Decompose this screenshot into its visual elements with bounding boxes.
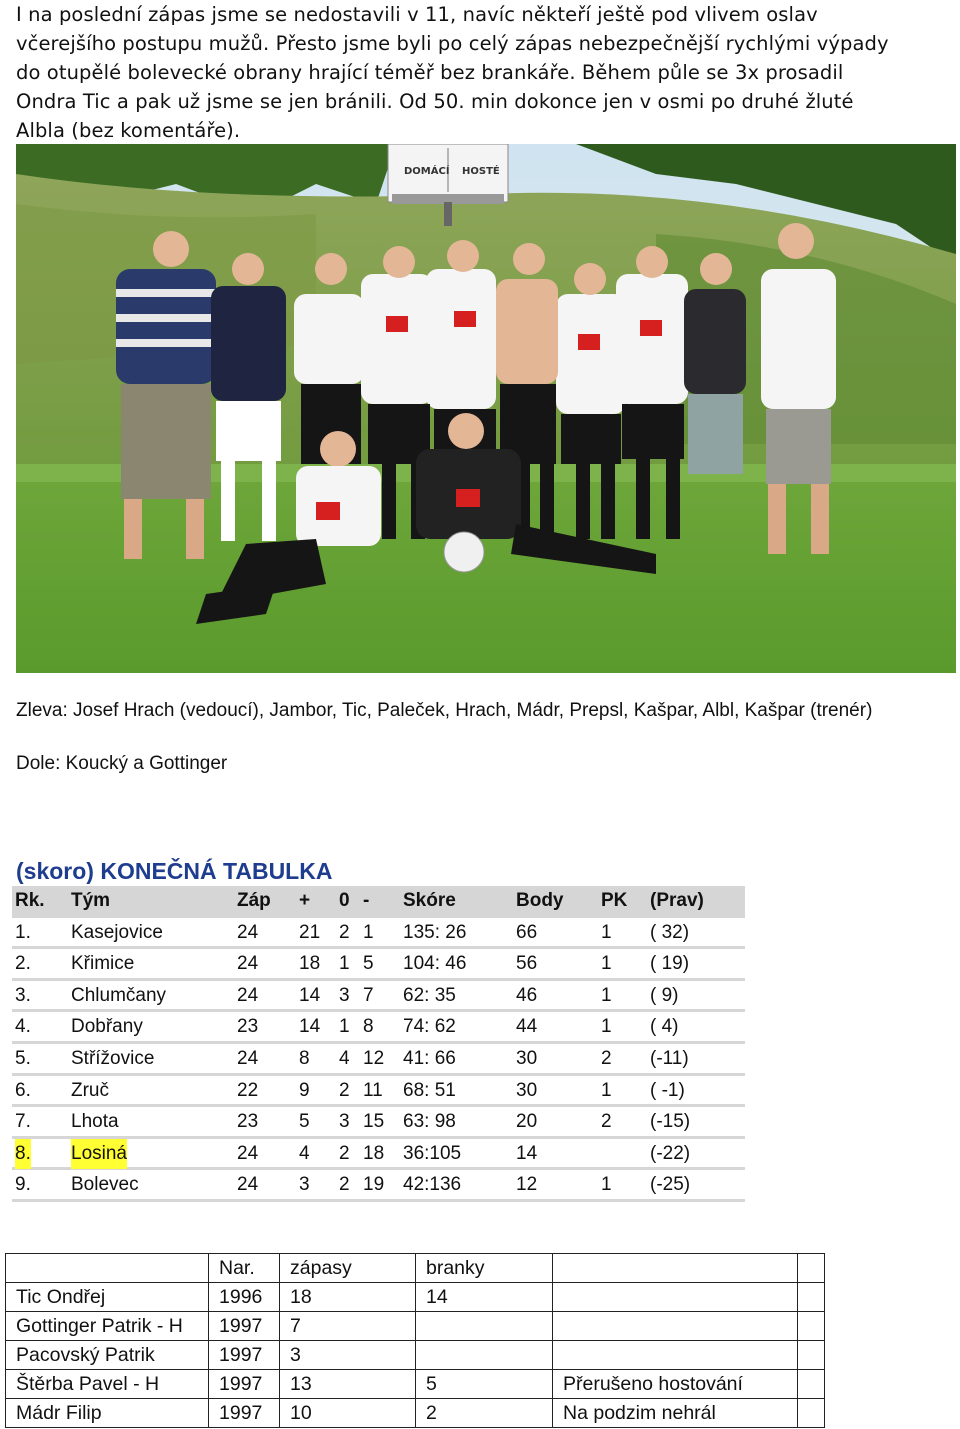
standings-cell-rank: 5.	[15, 1047, 31, 1069]
standings-cell-rank: 7.	[15, 1111, 31, 1133]
standings-cell-played: 24	[237, 1047, 259, 1069]
standings-cell-score: 62: 35	[403, 984, 456, 1006]
standings-cell-team: Bolevec	[71, 1174, 139, 1196]
standings-cell-pk: 1	[601, 1016, 612, 1038]
player-cell-matches: 10	[280, 1399, 416, 1428]
player-cell-matches: 3	[280, 1341, 416, 1370]
standings-cell-points: 30	[516, 1047, 538, 1069]
standings-cell-prav: ( 9)	[650, 984, 679, 1006]
standings-cell-played: 24	[237, 984, 259, 1006]
standings-cell-draws: 1	[339, 1016, 350, 1038]
player-cell-born: 1996	[209, 1283, 280, 1312]
header-rank: Rk.	[15, 890, 45, 911]
standings-cell-losses: 7	[363, 984, 374, 1006]
player-row	[6, 1370, 825, 1399]
standings-cell-rank: 1.	[15, 921, 31, 943]
standings-row	[12, 949, 745, 981]
standings-cell-points: 12	[516, 1174, 538, 1196]
standings-cell-points: 56	[516, 953, 538, 975]
standings-row	[12, 1012, 745, 1044]
header-team: Tým	[71, 890, 111, 911]
player-cell-matches: 18	[280, 1283, 416, 1312]
standings-cell-losses: 19	[363, 1174, 385, 1196]
standings-row	[12, 1107, 745, 1139]
player-cell-extra	[798, 1341, 825, 1370]
header-points: Body	[516, 890, 564, 911]
scoreboard-away-label: HOSTÉ	[462, 166, 500, 177]
standings-cell-points: 44	[516, 1016, 538, 1038]
standings-cell-played: 23	[237, 1111, 259, 1133]
standings-cell-team: Lhota	[71, 1111, 119, 1133]
standings-cell-rank: 4.	[15, 1016, 31, 1038]
player-cell-born: 1997	[209, 1341, 280, 1370]
player-cell-extra	[798, 1312, 825, 1341]
players-table	[5, 1253, 825, 1428]
standings-cell-losses: 1	[363, 921, 374, 943]
standings-cell-prav: ( 32)	[650, 921, 690, 943]
player-cell-goals: 14	[416, 1283, 553, 1312]
header-score: Skóre	[403, 890, 456, 911]
scoreboard-home-label: DOMÁCÍ	[404, 166, 450, 177]
player-cell-note	[553, 1312, 798, 1341]
standings-cell-team: Kasejovice	[71, 921, 163, 943]
players-header-matches: zápasy	[280, 1254, 416, 1283]
standings-cell-points: 66	[516, 921, 538, 943]
players-header-name	[6, 1254, 209, 1283]
standings-cell-points: 30	[516, 1079, 538, 1101]
standings-cell-rank: 8.	[15, 1139, 31, 1169]
player-cell-extra	[798, 1399, 825, 1428]
standings-cell-draws: 3	[339, 984, 350, 1006]
player-cell-name: Gottinger Patrik - H	[6, 1312, 209, 1341]
standings-cell-team: Zruč	[71, 1079, 109, 1101]
standings-cell-score: 41: 66	[403, 1047, 456, 1069]
standings-cell-wins: 8	[299, 1047, 310, 1069]
standings-cell-team: Křimice	[71, 953, 135, 975]
standings-row	[12, 1170, 745, 1202]
header-prav: (Prav)	[650, 890, 704, 911]
intro-line: I na poslední zápas jsme se nedostavili v 11, navíc někteří ještě pod vlivem oslav	[16, 3, 818, 26]
standings-cell-losses: 8	[363, 1016, 374, 1038]
player-row	[6, 1399, 825, 1428]
standings-cell-draws: 2	[339, 1174, 350, 1196]
header-played: Záp	[237, 890, 271, 911]
standings-cell-draws: 1	[339, 953, 350, 975]
standings-row	[12, 1139, 745, 1171]
player-row	[6, 1312, 825, 1341]
standings-cell-pk: 1	[601, 1079, 612, 1101]
standings-cell-team: Dobřany	[71, 1016, 143, 1038]
standings-cell-score: 36:105	[403, 1142, 462, 1164]
standings-cell-wins: 3	[299, 1174, 310, 1196]
standings-cell-prav: (-15)	[650, 1111, 691, 1133]
standings-cell-played: 24	[237, 1142, 259, 1164]
player-cell-note	[553, 1341, 798, 1370]
player-cell-goals: 2	[416, 1399, 553, 1428]
standings-cell-score: 42:136	[403, 1174, 462, 1196]
player-cell-name: Štěrba Pavel - H	[6, 1370, 209, 1399]
standings-cell-draws: 2	[339, 1079, 350, 1101]
standings-cell-team: Střížovice	[71, 1047, 155, 1069]
standings-cell-losses: 18	[363, 1142, 385, 1164]
standings-cell-prav: (-22)	[650, 1142, 691, 1164]
players-header-row	[6, 1254, 825, 1283]
standings-cell-wins: 14	[299, 984, 321, 1006]
standings-cell-score: 74: 62	[403, 1016, 456, 1038]
standings-cell-points: 14	[516, 1142, 538, 1164]
standings-cell-wins: 9	[299, 1079, 310, 1101]
player-cell-matches: 13	[280, 1370, 416, 1399]
team-photo	[16, 144, 956, 673]
player-cell-extra	[798, 1283, 825, 1312]
standings-cell-draws: 2	[339, 1142, 350, 1164]
standings-cell-losses: 11	[363, 1079, 383, 1101]
standings-cell-prav: ( 4)	[650, 1016, 679, 1038]
players-header-extra	[798, 1254, 825, 1283]
intro-line: Ondra Tic a pak už jsme se jen bránili. Od 50. min dokonce jen v osmi po druhé žluté	[16, 90, 854, 113]
player-cell-goals	[416, 1341, 553, 1370]
standings-cell-rank: 6.	[15, 1079, 31, 1101]
intro-line: Albla (bez komentáře).	[16, 119, 241, 142]
standings-cell-played: 24	[237, 921, 259, 943]
player-cell-matches: 7	[280, 1312, 416, 1341]
standings-cell-pk: 1	[601, 953, 612, 975]
standings-cell-draws: 2	[339, 921, 350, 943]
player-cell-extra	[798, 1370, 825, 1399]
standings-cell-score: 63: 98	[403, 1111, 456, 1133]
team-photo-illustration	[16, 144, 956, 673]
standings-row	[12, 981, 745, 1013]
standings-cell-rank: 2.	[15, 953, 31, 975]
standings-cell-score: 104: 46	[403, 953, 467, 975]
standings-cell-played: 23	[237, 1016, 259, 1038]
standings-cell-wins: 14	[299, 1016, 321, 1038]
header-draws: 0	[339, 890, 350, 911]
standings-cell-team: Chlumčany	[71, 984, 167, 1006]
standings-cell-prav: (-11)	[650, 1047, 689, 1069]
photo-caption-names: Zleva: Josef Hrach (vedoucí), Jambor, Tic, Paleček, Hrach, Mádr, Prepsl, Kašpar, Albl, Kašpar (trenér)	[16, 700, 873, 721]
photo-caption-bottom-row: Dole: Koucký a Gottinger	[16, 753, 228, 774]
player-cell-born: 1997	[209, 1399, 280, 1428]
standings-cell-pk: 1	[601, 1174, 612, 1196]
standings-cell-pk: 2	[601, 1111, 612, 1133]
standings-row	[12, 1076, 745, 1108]
standings-cell-prav: ( -1)	[650, 1079, 685, 1101]
player-cell-goals: 5	[416, 1370, 553, 1399]
player-cell-note: Přerušeno hostování	[553, 1370, 798, 1399]
player-cell-name: Pacovský Patrik	[6, 1341, 209, 1370]
player-row	[6, 1283, 825, 1312]
standings-cell-points: 46	[516, 984, 538, 1006]
player-cell-born: 1997	[209, 1370, 280, 1399]
standings-cell-played: 22	[237, 1079, 259, 1101]
standings-cell-pk: 1	[601, 984, 612, 1006]
standings-cell-team: Losiná	[71, 1139, 127, 1169]
standings-cell-losses: 15	[363, 1111, 385, 1133]
standings-cell-losses: 5	[363, 953, 374, 975]
standings-cell-wins: 21	[299, 921, 321, 943]
player-cell-goals	[416, 1312, 553, 1341]
player-cell-name: Mádr Filip	[6, 1399, 209, 1428]
standings-cell-score: 135: 26	[403, 921, 467, 943]
player-cell-note	[553, 1283, 798, 1312]
player-row	[6, 1341, 825, 1370]
intro-paragraph	[16, 0, 946, 145]
standings-header-row	[12, 886, 745, 918]
player-cell-name: Tic Ondřej	[6, 1283, 209, 1312]
players-header-note	[553, 1254, 798, 1283]
standings-cell-wins: 4	[299, 1142, 310, 1164]
standings-cell-wins: 18	[299, 953, 321, 975]
header-wins: +	[299, 890, 311, 911]
standings-cell-rank: 9.	[15, 1174, 31, 1196]
standings-table	[12, 886, 745, 1202]
standings-cell-draws: 3	[339, 1111, 350, 1133]
standings-cell-pk: 1	[601, 921, 612, 943]
header-pk: PK	[601, 890, 628, 911]
intro-line: včerejšího postupu mužů. Přesto jsme byli po celý zápas nebezpečnější rychlými výpady	[16, 32, 889, 55]
players-header-goals: branky	[416, 1254, 553, 1283]
standings-cell-played: 24	[237, 953, 259, 975]
player-cell-born: 1997	[209, 1312, 280, 1341]
players-header-born: Nar.	[209, 1254, 280, 1283]
standings-cell-points: 20	[516, 1111, 538, 1133]
standings-cell-played: 24	[237, 1174, 259, 1196]
standings-cell-prav: (-25)	[650, 1174, 691, 1196]
standings-cell-wins: 5	[299, 1111, 310, 1133]
intro-line: do otupělé bolevecké obrany hrající téměř bez brankáře. Během půle se 3x prosadil	[16, 61, 844, 84]
standings-row	[12, 918, 745, 950]
standings-cell-prav: ( 19)	[650, 953, 690, 975]
standings-title: (skoro) KONEČNÁ TABULKA	[16, 858, 333, 884]
standings-cell-rank: 3.	[15, 984, 31, 1006]
header-losses: -	[363, 890, 370, 911]
standings-cell-score: 68: 51	[403, 1079, 456, 1101]
standings-cell-draws: 4	[339, 1047, 350, 1069]
standings-row	[12, 1044, 745, 1076]
player-cell-note: Na podzim nehrál	[553, 1399, 798, 1428]
standings-cell-losses: 12	[363, 1047, 385, 1069]
standings-cell-pk: 2	[601, 1047, 612, 1069]
